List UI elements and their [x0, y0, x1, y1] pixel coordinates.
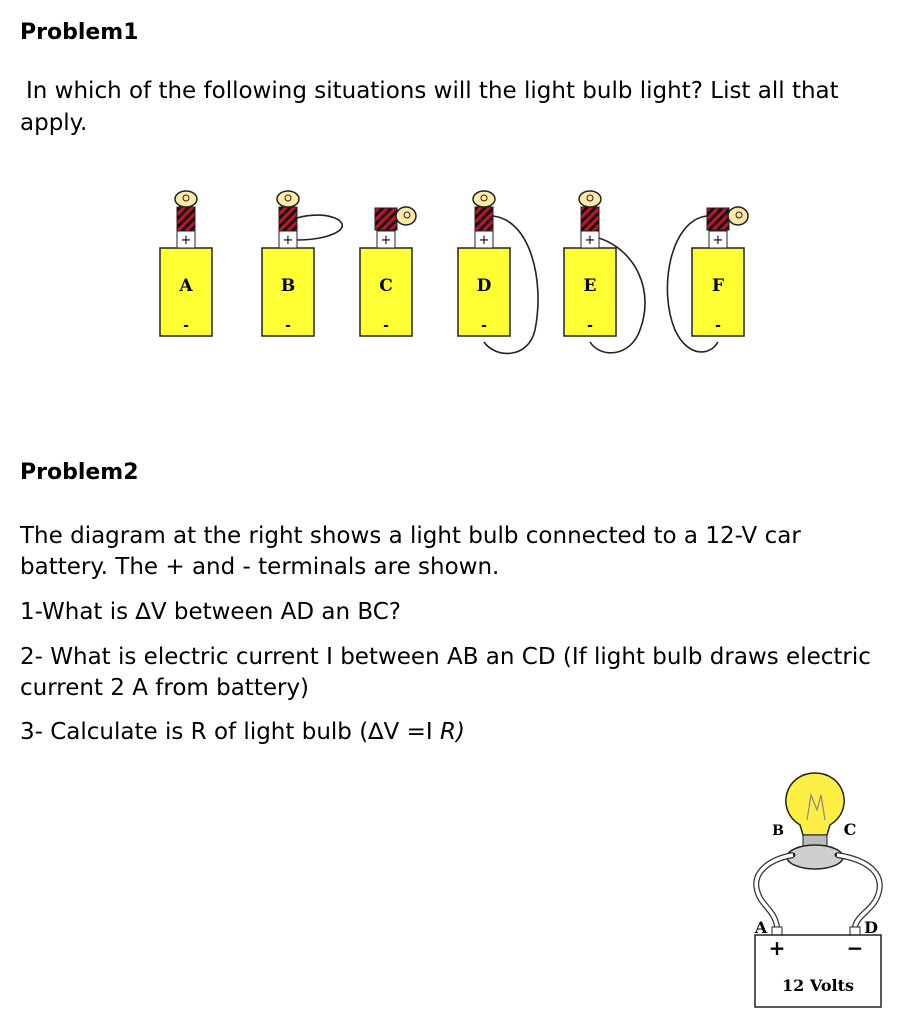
terminal-label-c: C [843, 820, 857, 839]
terminal-label-b: B [772, 823, 784, 839]
battery-minus-sign: − [846, 936, 864, 960]
problem2-question-2-line2: current 2 A from battery) [20, 675, 310, 701]
problem2-intro-line2: battery. The + and - terminals are shown. [20, 554, 500, 580]
question-3-italic: R) [439, 719, 465, 745]
bulb-battery-circuit-diagram [745, 765, 895, 1015]
plus-label-c: + [380, 233, 392, 248]
problem1-question-line2: apply. [20, 110, 88, 136]
battery-d [458, 191, 538, 353]
battery-e [564, 191, 645, 353]
battery-voltage-label: 12 Volts [782, 976, 854, 995]
problem2-question-2-line1: 2- What is electric current I between AB an CD (If light bulb draws electric [20, 644, 871, 670]
minus-label-b: - [285, 318, 291, 334]
battery-label-a: A [179, 276, 193, 296]
minus-label-a: - [183, 318, 189, 334]
problem1-heading: Problem1 [20, 20, 139, 45]
problem1-question-line1: In which of the following situations will the light bulb light? List all that [26, 78, 839, 104]
minus-label-f: - [715, 318, 721, 334]
battery-c [360, 207, 416, 336]
minus-label-d: - [481, 318, 487, 334]
problem2-heading: Problem2 [20, 460, 139, 485]
plus-label-e: + [584, 233, 596, 248]
battery-label-b: B [280, 276, 296, 296]
battery-label-c: C [379, 276, 393, 296]
minus-label-c: - [383, 318, 389, 334]
battery-f [667, 207, 748, 352]
terminal-label-a: A [754, 918, 768, 937]
battery-b [262, 191, 342, 336]
plus-label-a: + [180, 233, 192, 248]
plus-label-f: + [712, 233, 724, 248]
battery-bulb-diagram [150, 180, 780, 370]
battery-label-f: F [711, 276, 725, 296]
problem2-question-1: 1-What is ∆V between AD an BC? [20, 599, 402, 625]
battery-label-d: D [476, 276, 492, 296]
terminal-label-d: D [864, 918, 878, 937]
problem2-question-3 [20, 717, 465, 748]
battery-plus-sign: + [768, 936, 786, 960]
plus-label-d: + [478, 233, 490, 248]
battery-a [160, 191, 212, 336]
battery-label-e: E [583, 276, 597, 296]
plus-label-b: + [282, 233, 294, 248]
question-3-text: 3- Calculate is R of light bulb (∆V =I [20, 719, 440, 745]
problem2-intro-line1: The diagram at the right shows a light bulb connected to a 12-V car [20, 523, 801, 549]
minus-label-e: - [587, 318, 593, 334]
